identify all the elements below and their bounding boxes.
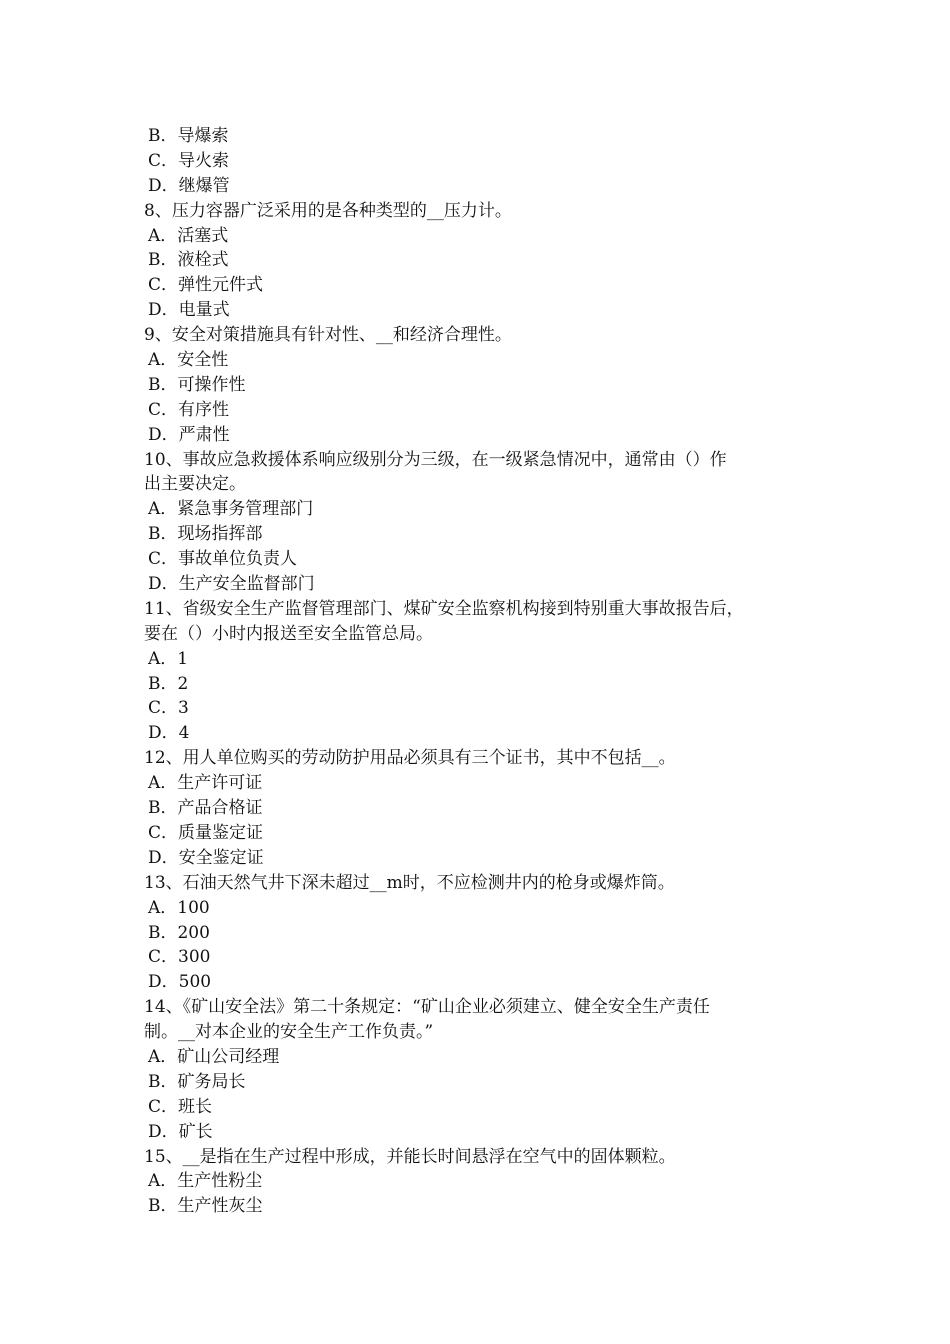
answer-option: B．液栓式 (148, 250, 229, 271)
answer-option: A．矿山公司经理 (148, 1046, 280, 1067)
question-text: 13、石油天然气井下深未超过__m时，不应检测井内的枪身或爆炸筒。 (144, 872, 675, 893)
answer-option: B．200 (148, 922, 210, 943)
answer-option: D．继爆管 (148, 175, 230, 196)
question-text: 10、事故应急救援体系响应级别分为三级，在一级紧急情况中，通常由（）作 (144, 449, 727, 470)
question-text: 9、安全对策措施具有针对性、__和经济合理性。 (144, 325, 512, 346)
question-text: 8、压力容器广泛采用的是各种类型的__压力计。 (144, 200, 512, 221)
answer-option: A．活塞式 (148, 225, 229, 246)
question-text: 15、__是指在生产过程中形成，并能长时间悬浮在空气中的固体颗粒。 (144, 1146, 676, 1167)
answer-option: B．矿务局长 (148, 1071, 246, 1092)
answer-option: B．产品合格证 (148, 798, 263, 819)
answer-option: B．生产性灰尘 (148, 1196, 263, 1217)
answer-option: A．紧急事务管理部门 (148, 499, 314, 520)
answer-option: B．2 (148, 673, 189, 694)
answer-option: C．事故单位负责人 (148, 549, 298, 570)
answer-option: B．导爆索 (148, 126, 229, 146)
answer-option: D．生产安全监督部门 (148, 574, 315, 595)
answer-option: B．可操作性 (148, 374, 246, 395)
answer-option: D．电量式 (148, 300, 230, 321)
answer-option: C．3 (148, 698, 189, 719)
answer-option: A．安全性 (148, 350, 229, 371)
document-body (144, 124, 824, 1219)
answer-option: D．严肃性 (148, 424, 230, 445)
answer-option: D．矿长 (148, 1121, 213, 1142)
answer-option: D．安全鉴定证 (148, 847, 264, 868)
question-text: 12、用人单位购买的劳动防护用品必须具有三个证书，其中不包括__。 (144, 748, 676, 769)
answer-option: C．弹性元件式 (148, 275, 264, 296)
answer-option: A．生产许可证 (148, 773, 263, 794)
answer-option: C．导火索 (148, 150, 230, 171)
answer-option: D．500 (148, 972, 212, 993)
answer-option: D．4 (148, 723, 190, 744)
question-text: 14、《矿山安全法》第二十条规定：“矿山企业必须建立、健全安全生产责任 (144, 997, 710, 1018)
question-text: 11、省级安全生产监督管理部门、煤矿安全监察机构接到特别重大事故报告后， (144, 598, 744, 619)
answer-option: C．班长 (148, 1096, 213, 1117)
answer-option: A．生产性粉尘 (148, 1171, 263, 1192)
answer-option: A．1 (148, 648, 189, 669)
answer-option: C．质量鉴定证 (148, 822, 264, 843)
question-text: 出主要决定。 (144, 474, 246, 495)
answer-option: C．有序性 (148, 399, 230, 420)
answer-option: C．300 (148, 947, 211, 968)
answer-option: A．100 (148, 897, 210, 918)
answer-option: B．现场指挥部 (148, 524, 263, 545)
question-text: 制。__对本企业的安全生产工作负责。” (144, 1022, 434, 1043)
question-text: 要在（）小时内报送至安全监管总局。 (144, 623, 433, 644)
